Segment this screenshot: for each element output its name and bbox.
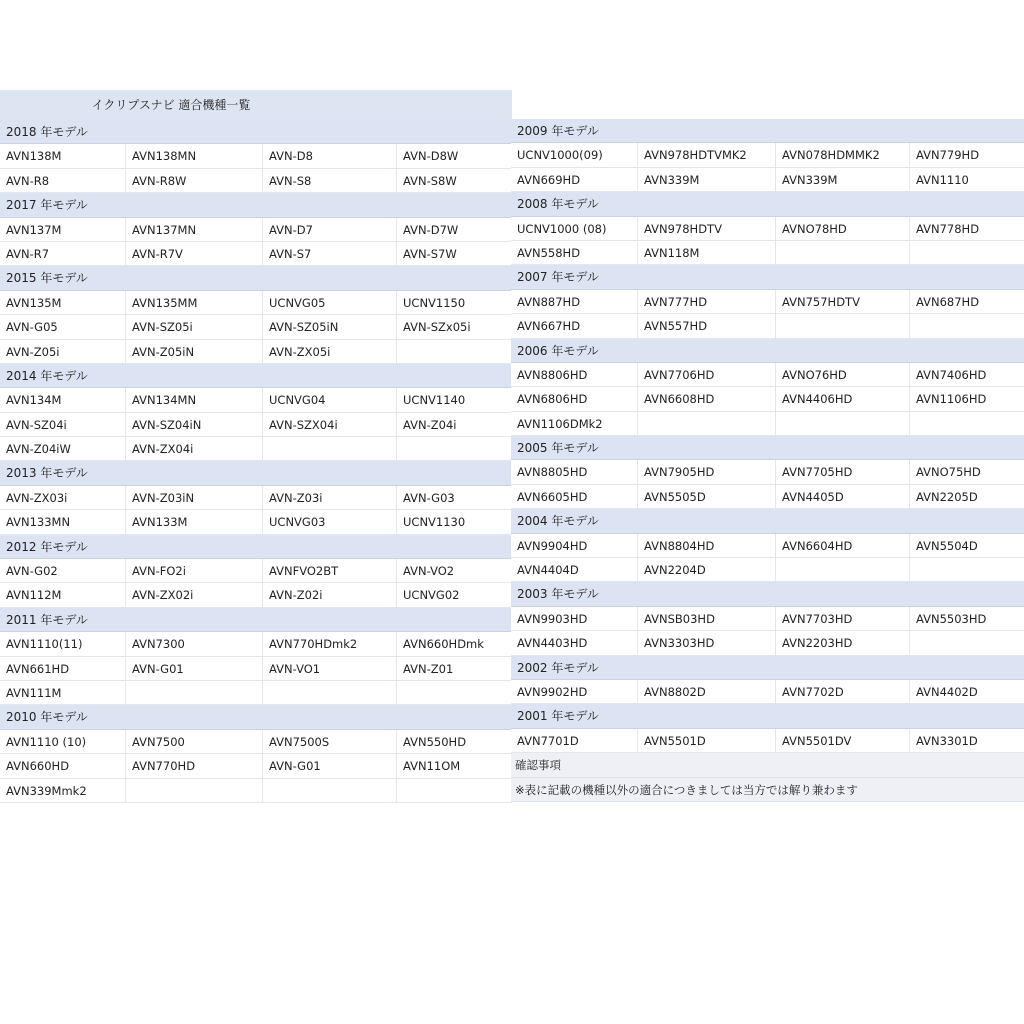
- model-cell: AVN-Z03iN: [126, 486, 263, 509]
- model-cell: [910, 558, 1024, 581]
- model-cell: AVN8805HD: [511, 460, 638, 483]
- model-cell: AVN2203HD: [776, 631, 910, 654]
- model-cell: AVN2205D: [916, 489, 978, 504]
- model-cell: [397, 779, 512, 802]
- table-row: [0, 559, 512, 583]
- model-cell: AVN687HD: [916, 294, 980, 309]
- model-cell: AVN6605HD: [511, 485, 638, 508]
- model-cell: AVN5503HD: [916, 611, 987, 626]
- table-row: [0, 242, 512, 266]
- model-cell: AVN-R7V: [126, 242, 263, 265]
- model-cell: AVN339M: [776, 168, 910, 191]
- model-cell: AVN-Z03i: [263, 486, 397, 509]
- table-row: [0, 583, 512, 607]
- table-title: イクリプスナビ 適合機種一覧: [0, 90, 512, 120]
- model-cell: AVN1110(11): [0, 632, 126, 655]
- model-cell: [910, 412, 1024, 435]
- model-cell: AVN5504D: [916, 538, 978, 553]
- year-section-header: 2018 年モデル: [0, 120, 512, 144]
- year-section-header: 2007 年モデル: [511, 265, 1024, 289]
- year-section-header: 2005 年モデル: [511, 436, 1024, 460]
- model-cell: AVN-VO2: [403, 564, 455, 579]
- model-cell: AVN8804HD: [638, 534, 776, 557]
- model-cell: [776, 558, 910, 581]
- model-cell: UCNVG04: [263, 388, 397, 411]
- model-cell: AVN757HDTV: [776, 290, 910, 313]
- model-cell: AVN11OM: [403, 759, 461, 774]
- model-cell: AVN339M: [638, 168, 776, 191]
- year-section-header: 2011 年モデル: [0, 608, 512, 632]
- model-cell: UCNV1130: [403, 515, 466, 530]
- model-cell: AVN-ZX03i: [0, 486, 126, 509]
- table-row: [511, 460, 1024, 484]
- table-row: [0, 730, 512, 754]
- year-section-header: 2017 年モデル: [0, 193, 512, 217]
- model-cell: AVN660HD: [0, 754, 126, 777]
- model-cell: AVN-G03: [403, 490, 455, 505]
- table-row: [511, 387, 1024, 411]
- model-cell: [638, 412, 776, 435]
- table-row: [0, 315, 512, 339]
- table-row: [0, 510, 512, 534]
- model-cell: AVN779HD: [916, 148, 980, 163]
- model-cell: [263, 681, 397, 704]
- model-cell: [776, 314, 910, 337]
- year-section-header: 2015 年モデル: [0, 266, 512, 290]
- model-cell: [776, 412, 910, 435]
- model-cell: AVN1106DMk2: [511, 412, 638, 435]
- model-cell: UCNV1000(09): [511, 143, 638, 166]
- table-row: [511, 168, 1024, 192]
- model-cell: AVN-D8: [263, 144, 397, 167]
- model-cell: AVN137M: [0, 218, 126, 241]
- left-table-body: [0, 120, 512, 803]
- right-compatibility-table: [511, 119, 1024, 802]
- model-cell: AVN-S8W: [403, 173, 457, 188]
- model-cell: [397, 681, 512, 704]
- right-table-body: [511, 119, 1024, 753]
- model-cell: AVNO78HD: [776, 217, 910, 240]
- model-cell: AVN3303HD: [638, 631, 776, 654]
- model-cell: AVN-Z04iW: [0, 437, 126, 460]
- model-cell: AVNO76HD: [776, 363, 910, 386]
- model-cell: AVN8806HD: [511, 363, 638, 386]
- model-cell: AVN7500: [126, 730, 263, 753]
- model-cell: AVN5505D: [638, 485, 776, 508]
- left-compatibility-table: [0, 90, 512, 803]
- model-cell: AVN9903HD: [511, 607, 638, 630]
- model-cell: [397, 437, 512, 460]
- model-cell: AVN-ZX04i: [126, 437, 263, 460]
- table-row: [511, 143, 1024, 167]
- table-row: [0, 632, 512, 656]
- table-row: [511, 534, 1024, 558]
- table-row: [0, 413, 512, 437]
- model-cell: AVN7703HD: [776, 607, 910, 630]
- model-cell: AVN133MN: [0, 510, 126, 533]
- model-cell: AVN-R8: [0, 169, 126, 192]
- model-cell: AVN135M: [0, 291, 126, 314]
- model-cell: UCNV1150: [403, 295, 466, 310]
- model-cell: AVN660HDmk: [403, 637, 484, 652]
- model-cell: AVN-D7W: [403, 222, 459, 237]
- model-cell: AVN7406HD: [916, 367, 987, 382]
- model-cell: AVN4402D: [916, 684, 978, 699]
- model-cell: AVN770HD: [126, 754, 263, 777]
- model-cell: UCNV1000 (08): [511, 217, 638, 240]
- model-cell: AVN-SZ05i: [126, 315, 263, 338]
- model-cell: AVN-G05: [0, 315, 126, 338]
- model-cell: AVN3301D: [916, 733, 978, 748]
- table-row: [511, 485, 1024, 509]
- model-cell: AVN669HD: [511, 168, 638, 191]
- model-cell: AVN078HDMMK2: [776, 143, 910, 166]
- model-cell: AVN1106HD: [916, 392, 987, 407]
- model-cell: AVN138M: [0, 144, 126, 167]
- model-cell: UCNVG03: [263, 510, 397, 533]
- year-section-header: 2001 年モデル: [511, 704, 1024, 728]
- model-cell: AVN-ZX02i: [126, 583, 263, 606]
- model-cell: AVN9904HD: [511, 534, 638, 557]
- table-row: [511, 363, 1024, 387]
- table-row: [511, 558, 1024, 582]
- model-cell: AVN661HD: [0, 657, 126, 680]
- table-row: [511, 631, 1024, 655]
- model-cell: AVN135MM: [126, 291, 263, 314]
- model-cell: AVN134M: [0, 388, 126, 411]
- model-cell: AVN-FO2i: [126, 559, 263, 582]
- table-row: [511, 412, 1024, 436]
- model-cell: AVN111M: [0, 681, 126, 704]
- model-cell: AVN887HD: [511, 290, 638, 313]
- model-cell: AVN778HD: [916, 221, 980, 236]
- model-cell: AVN-S7W: [403, 246, 457, 261]
- model-cell: AVN137MN: [126, 218, 263, 241]
- table-row: [0, 218, 512, 242]
- table-row: [0, 681, 512, 705]
- model-cell: AVN-S7: [263, 242, 397, 265]
- model-cell: AVN-SZX04i: [263, 413, 397, 436]
- model-cell: AVN-ZX05i: [263, 340, 397, 363]
- model-cell: AVN550HD: [403, 734, 467, 749]
- model-cell: AVN-G01: [263, 754, 397, 777]
- table-row: [511, 680, 1024, 704]
- table-row: [511, 217, 1024, 241]
- model-cell: AVN667HD: [511, 314, 638, 337]
- table-row: [0, 754, 512, 778]
- model-cell: AVN138MN: [126, 144, 263, 167]
- model-cell: AVN978HDTV: [638, 217, 776, 240]
- model-cell: AVN5501DV: [776, 729, 910, 752]
- model-cell: [397, 340, 512, 363]
- model-cell: AVNSB03HD: [638, 607, 776, 630]
- table-row: [511, 290, 1024, 314]
- year-section-header: 2013 年モデル: [0, 461, 512, 485]
- model-cell: AVN4405D: [776, 485, 910, 508]
- model-cell: AVN134MN: [126, 388, 263, 411]
- model-cell: AVN-SZ05iN: [263, 315, 397, 338]
- model-cell: AVN7705HD: [776, 460, 910, 483]
- model-cell: [126, 779, 263, 802]
- model-cell: [776, 241, 910, 264]
- model-cell: AVNO75HD: [916, 465, 981, 480]
- model-cell: AVN7706HD: [638, 363, 776, 386]
- table-row: [0, 291, 512, 315]
- model-cell: UCNVG02: [403, 588, 460, 603]
- table-row: [511, 314, 1024, 338]
- model-cell: AVN-D7: [263, 218, 397, 241]
- model-cell: AVN-D8W: [403, 149, 459, 164]
- model-cell: AVN7500S: [263, 730, 397, 753]
- model-cell: AVN-Z05i: [0, 340, 126, 363]
- table-row: [511, 241, 1024, 265]
- table-row: [511, 607, 1024, 631]
- year-section-header: 2014 年モデル: [0, 364, 512, 388]
- notes-text: ※表に記載の機種以外の適合につきましては当方では解り兼わます: [511, 778, 1024, 802]
- model-cell: AVN6604HD: [776, 534, 910, 557]
- model-cell: AVN4403HD: [511, 631, 638, 654]
- model-cell: UCNVG05: [263, 291, 397, 314]
- year-section-header: 2002 年モデル: [511, 656, 1024, 680]
- model-cell: AVN557HD: [638, 314, 776, 337]
- model-cell: AVN7701D: [511, 729, 638, 752]
- model-cell: AVN-R7: [0, 242, 126, 265]
- model-cell: AVN339Mmk2: [0, 779, 126, 802]
- model-cell: UCNV1140: [403, 393, 466, 408]
- model-cell: AVN6608HD: [638, 387, 776, 410]
- model-cell: AVN5501D: [638, 729, 776, 752]
- year-section-header: 2010 年モデル: [0, 705, 512, 729]
- model-cell: AVN9902HD: [511, 680, 638, 703]
- model-cell: AVN-Z02i: [263, 583, 397, 606]
- table-row: [0, 657, 512, 681]
- table-row: [0, 486, 512, 510]
- model-cell: AVNFVO2BT: [263, 559, 397, 582]
- model-cell: AVN4406HD: [776, 387, 910, 410]
- model-cell: AVN118M: [638, 241, 776, 264]
- model-cell: AVN-SZ04i: [0, 413, 126, 436]
- model-cell: AVN-Z05iN: [126, 340, 263, 363]
- model-cell: AVN7702D: [776, 680, 910, 703]
- year-section-header: 2012 年モデル: [0, 535, 512, 559]
- model-cell: AVN777HD: [638, 290, 776, 313]
- model-cell: AVN-S8: [263, 169, 397, 192]
- notes-heading: 確認事項: [511, 753, 1024, 777]
- model-cell: AVN112M: [0, 583, 126, 606]
- model-cell: AVN2204D: [638, 558, 776, 581]
- model-cell: AVN-SZx05i: [403, 320, 471, 335]
- model-cell: AVN978HDTVMK2: [638, 143, 776, 166]
- model-cell: AVN-G01: [126, 657, 263, 680]
- table-row: [0, 388, 512, 412]
- model-cell: AVN-R8W: [126, 169, 263, 192]
- model-cell: AVN1110: [916, 172, 969, 187]
- table-row: [511, 729, 1024, 753]
- model-cell: AVN133M: [126, 510, 263, 533]
- model-cell: AVN-Z04i: [403, 417, 457, 432]
- model-cell: AVN-Z01: [403, 661, 454, 676]
- model-cell: [263, 437, 397, 460]
- year-section-header: 2006 年モデル: [511, 339, 1024, 363]
- model-cell: AVN4404D: [511, 558, 638, 581]
- table-row: [0, 340, 512, 364]
- model-cell: AVN6806HD: [511, 387, 638, 410]
- year-section-header: 2008 年モデル: [511, 192, 1024, 216]
- model-cell: [910, 631, 1024, 654]
- model-cell: AVN7300: [126, 632, 263, 655]
- model-cell: [910, 314, 1024, 337]
- table-row: [0, 144, 512, 168]
- model-cell: AVN7905HD: [638, 460, 776, 483]
- model-cell: AVN1110 (10): [0, 730, 126, 753]
- table-row: [0, 169, 512, 193]
- model-cell: [126, 681, 263, 704]
- model-cell: AVN8802D: [638, 680, 776, 703]
- year-section-header: 2004 年モデル: [511, 509, 1024, 533]
- model-cell: [263, 779, 397, 802]
- model-cell: [910, 241, 1024, 264]
- year-section-header: 2003 年モデル: [511, 582, 1024, 606]
- year-section-header: 2009 年モデル: [511, 119, 1024, 143]
- table-row: [0, 779, 512, 803]
- model-cell: AVN558HD: [511, 241, 638, 264]
- table-row: [0, 437, 512, 461]
- model-cell: AVN-G02: [0, 559, 126, 582]
- model-cell: AVN-VO1: [263, 657, 397, 680]
- model-cell: AVN770HDmk2: [263, 632, 397, 655]
- model-cell: AVN-SZ04iN: [126, 413, 263, 436]
